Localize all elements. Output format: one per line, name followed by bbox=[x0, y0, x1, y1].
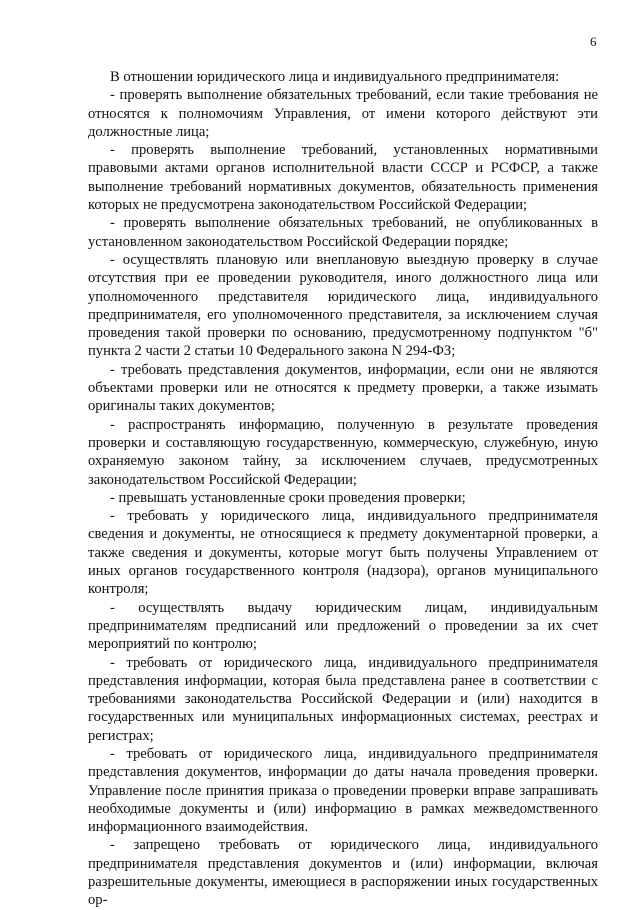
list-item: - проверять выполнение обязательных требований, не опубликованных в установленном законодательством Российской Федерации порядке; bbox=[88, 215, 598, 250]
list-item: - распространять информацию, полученную в результате проведения проверки и составляющую государственную, коммерческую, служебную, иную охраняемую законом тайну, за исключением случаев, предусмотренных законодательством Российской Федерации; bbox=[88, 416, 598, 488]
intro-paragraph: В отношении юридического лица и индивидуального предпринимателя: bbox=[110, 69, 560, 85]
list-item: - требовать от юридического лица, индивидуального предпринимателя представления информации, которая была представлена ранее в соответствии с требованиями законодательства Российской Федерации и (или) находится в государственных или муниципальных информационных системах, реестрах и регистрах; bbox=[88, 654, 598, 744]
list-item: - превышать установленные сроки проведения проверки; bbox=[110, 489, 466, 506]
list-item: - требовать представления документов, информации, если они не являются объектами проверки или не относятся к предмету проверки, а также изымать оригиналы таких документов; bbox=[88, 361, 598, 415]
list-item: - требовать у юридического лица, индивидуального предпринимателя сведения и документы, не относящиеся к предмету документарной проверки, а также сведения и документы, которые могут быть получены Управлением от иных органов государственного контроля (надзора), органов муниципального контроля; bbox=[88, 508, 598, 598]
page-number: 6 bbox=[590, 34, 597, 49]
list-item: - проверять выполнение требований, установленных нормативными правовыми актами органов исполнительной власти СССР и РСФСР, а также выполнение требований нормативных документов, обязательность применения которых не предусмотрена законодательством Российской Федерации; bbox=[88, 142, 598, 214]
list-item: - требовать от юридического лица, индивидуального предпринимателя представления документов, информации до даты начала проведения проверки. Управление после принятия приказа о проведении проверки вправе запрашивать необходимые документы и (или) информацию в рамках межведомственного информационного взаимодействия. bbox=[88, 745, 598, 836]
document-body bbox=[88, 68, 598, 910]
list-item: - осуществлять плановую или внеплановую выездную проверку в случае отсутствия при ее проведении руководителя, иного должностного лица или уполномоченного представителя юридического лица, индивидуального предпринимателя, его уполномоченного представителя, за исключением случая проведения такой проверки по основанию, предусмотренному подпунктом "б" пункта 2 части 2 статьи 10 Федерального закона N 294-ФЗ; bbox=[88, 251, 598, 360]
list-item: - проверять выполнение обязательных требований, если такие требования не относятся к полномочиям Управления, от имени которого действуют эти должностные лица; bbox=[88, 87, 598, 140]
list-item: - осуществлять выдачу юридическим лицам, индивидуальным предпринимателям предписаний или предложений о проведении за их счет мероприятий по контролю; bbox=[88, 599, 598, 653]
list-item: - запрещено требовать от юридического лица, индивидуального предпринимателя представления документов и (или) информации, включая разрешительные документы, имеющиеся в распоряжении иных государственных ор- bbox=[88, 837, 598, 909]
